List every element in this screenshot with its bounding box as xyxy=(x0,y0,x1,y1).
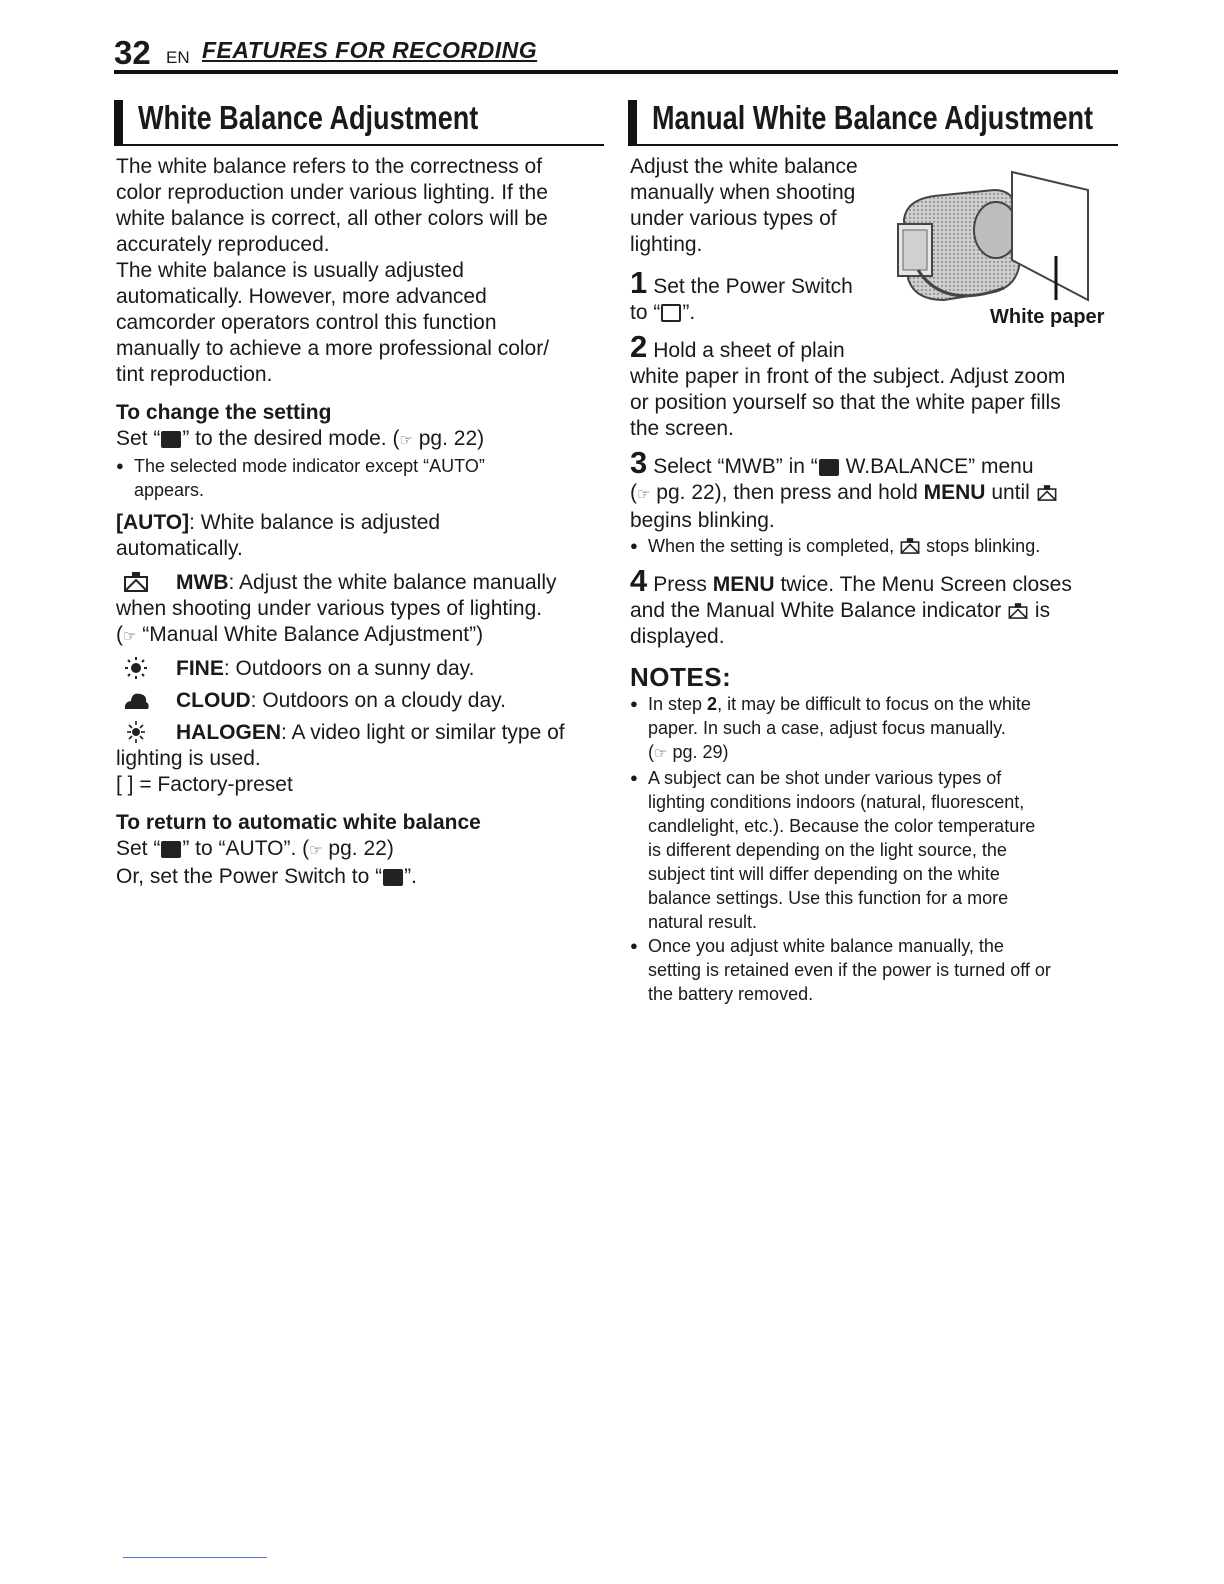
note-3-cont: the battery removed. xyxy=(648,984,814,1004)
intro-line: color reproduction under various lighting. If the xyxy=(116,181,548,204)
step-2: 2 Hold a sheet of plain xyxy=(630,329,845,364)
intro-line: The white balance is usually adjusted xyxy=(116,259,464,282)
fine-mode-desc: FINE: Outdoors on a sunny day. xyxy=(116,656,606,682)
illustration-caption: White paper xyxy=(990,306,1105,328)
intro-line: manually when shooting xyxy=(630,181,856,204)
bullet-note-cont: appears. xyxy=(134,480,205,500)
mwb-icon xyxy=(1036,484,1058,502)
reference-icon: ☞ xyxy=(123,628,137,645)
step-3-cont: (☞ pg. 22), then press and hold MENU until xyxy=(630,480,1120,508)
halogen-icon xyxy=(122,721,150,743)
change-setting-text: Set “ ” to the desired mode. (☞ pg. 22) xyxy=(116,427,485,450)
intro-line: lighting. xyxy=(630,233,703,256)
mwb-icon xyxy=(122,571,150,593)
step-1: 1 Set the Power Switch xyxy=(630,265,853,300)
step-number: 2 xyxy=(630,329,648,364)
note-1-cont: paper. In such a case, adjust focus manually. xyxy=(648,718,1006,738)
step-number: 3 xyxy=(630,445,648,480)
section-title: FEATURES FOR RECORDING xyxy=(202,37,538,63)
step-3-bullet: ● When the setting is completed, stops blinking. xyxy=(630,534,1120,558)
note-2-cont: natural result. xyxy=(648,912,758,932)
note-1-ref: (☞ pg. 29) xyxy=(648,742,729,762)
right-section-title xyxy=(628,96,1118,146)
mwb-mode-ref: (☞ “Manual White Balance Adjustment”) xyxy=(116,623,484,646)
notes-heading: NOTES: xyxy=(630,662,732,692)
mwb-icon xyxy=(899,537,921,555)
mwb-mode-desc: MWB: Adjust the white balance manually xyxy=(116,570,606,596)
bullet-note: ● The selected mode indicator except “AUTO” xyxy=(116,454,606,478)
step-3: 3 Select “MWB” in “ W.BALANCE” menu xyxy=(630,445,1034,480)
step-2-cont: the screen. xyxy=(630,417,734,440)
reference-icon: ☞ xyxy=(637,486,651,503)
note-3: ● Once you adjust white balance manually, the xyxy=(630,934,1120,958)
intro-line: white balance is correct, all other colors will be xyxy=(116,207,548,230)
left-column xyxy=(116,154,606,890)
cloud-icon xyxy=(122,689,150,711)
intro-line: manually to achieve a more professional color/ xyxy=(116,337,550,360)
step-3-cont: begins blinking. xyxy=(630,509,775,532)
intro-line: automatically. However, more advanced xyxy=(116,285,487,308)
white-balance-menu-icon xyxy=(161,431,181,448)
mwb-mode-desc-cont: when shooting under various types of lighting. xyxy=(116,597,543,620)
note-2-cont: subject tint will differ depending on the white xyxy=(648,864,1000,884)
note-3-cont: setting is retained even if the power is turned off or xyxy=(648,960,1051,980)
reference-icon: ☞ xyxy=(309,842,323,859)
step-2-cont: or position yourself so that the white paper fills xyxy=(630,391,1061,414)
right-column xyxy=(630,154,1120,1006)
step-number: 1 xyxy=(630,265,648,300)
cloud-mode-desc: CLOUD: Outdoors on a cloudy day. xyxy=(116,688,606,714)
note-2-cont: candlelight, etc.). Because the color temperature xyxy=(648,816,1036,836)
halogen-mode-desc-cont: lighting is used. xyxy=(116,747,261,770)
step-4: 4 Press MENU twice. The Menu Screen closes xyxy=(630,563,1072,598)
note-2-cont: lighting conditions indoors (natural, fluorescent, xyxy=(648,792,1025,812)
step-2-cont: white paper in front of the subject. Adjust zoom xyxy=(630,365,1066,388)
reference-icon: ☞ xyxy=(654,745,668,762)
intro-line: accurately reproduced. xyxy=(116,233,330,256)
intro-line: under various types of xyxy=(630,207,837,230)
auto-mode-desc-cont: automatically. xyxy=(116,537,243,560)
factory-preset-note: [ ] = Factory-preset xyxy=(116,773,293,796)
language-code: EN xyxy=(166,48,190,67)
note-2-cont: is different depending on the light source, the xyxy=(648,840,1007,860)
sun-icon xyxy=(122,657,150,679)
intro-line: camcorder operators control this function xyxy=(116,311,497,334)
manual-mode-icon xyxy=(661,304,681,322)
reference-icon: ☞ xyxy=(399,432,413,449)
page-number: 32 xyxy=(114,34,151,71)
auto-mode-desc: [AUTO]: White balance is adjusted xyxy=(116,511,441,534)
page-header xyxy=(114,34,1118,74)
return-auto-heading: To return to automatic white balance xyxy=(116,811,481,834)
intro-line: Adjust the white balance xyxy=(630,155,858,178)
auto-mode-icon xyxy=(383,869,403,886)
left-section-title xyxy=(114,96,604,146)
note-2-cont: balance settings. Use this function for a more xyxy=(648,888,1009,908)
white-balance-menu-icon xyxy=(161,841,181,858)
intro-line: The white balance refers to the correctness of xyxy=(116,155,543,178)
note-1: ● In step 2, it may be difficult to focus on the white xyxy=(630,692,1120,716)
white-balance-menu-icon xyxy=(819,459,839,476)
mwb-icon xyxy=(1007,602,1029,620)
step-4-cont: displayed. xyxy=(630,625,725,648)
note-2: ● A subject can be shot under various types of xyxy=(630,766,1120,790)
halogen-mode-desc: HALOGEN: A video light or similar type of xyxy=(116,720,606,746)
return-auto-power: Or, set the Power Switch to “ ”. xyxy=(116,865,417,888)
footer-rule xyxy=(123,1557,267,1558)
return-auto-text: Set “ ” to “AUTO”. (☞ pg. 22) xyxy=(116,837,394,860)
step-number: 4 xyxy=(630,563,648,598)
left-title-text: White Balance Adjustment xyxy=(138,99,479,136)
change-setting-heading: To change the setting xyxy=(116,401,332,424)
intro-line: tint reproduction. xyxy=(116,363,273,386)
step-1-cont: to “ ”. xyxy=(630,301,696,324)
step-4-cont: and the Manual White Balance indicator is xyxy=(630,599,1051,622)
right-title-text: Manual White Balance Adjustment xyxy=(652,99,1094,136)
